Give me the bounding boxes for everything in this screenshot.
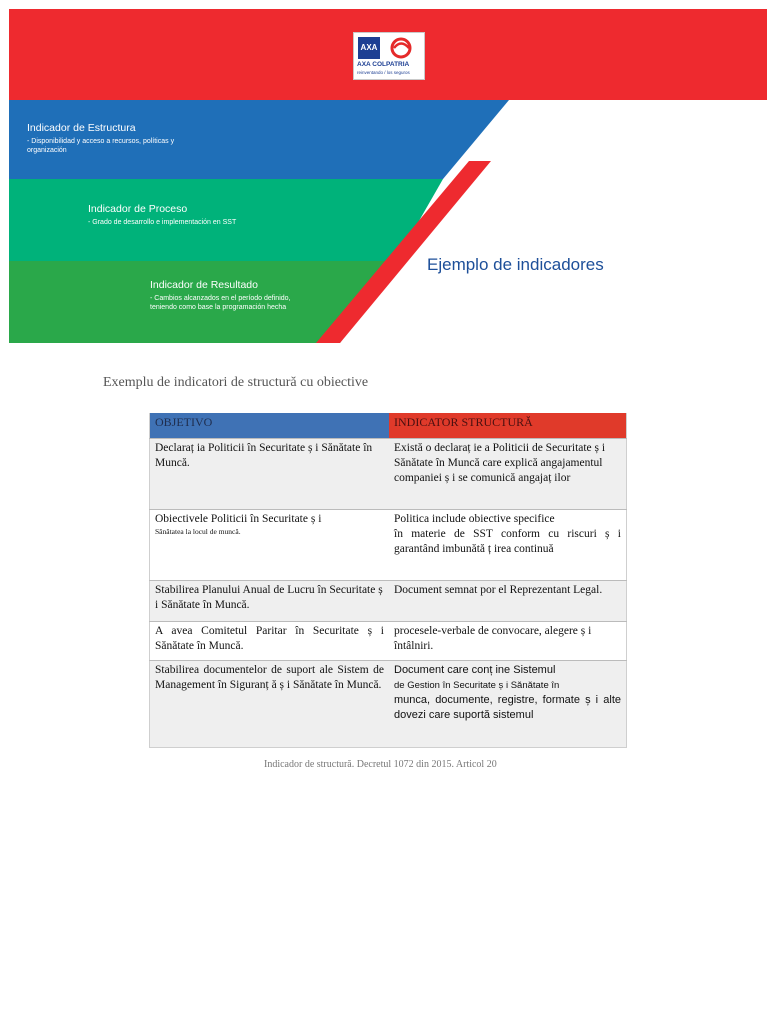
cell-indicador-main: munca, documente, registre, formate ș i alte dovezi care suportă sistemul	[394, 694, 621, 721]
logo-tagline: reinventando / los seguros	[357, 70, 410, 75]
cell-indicador: procesele-verbale de convocare, alegere ș i întâlniri.	[389, 622, 627, 661]
band-desc: - Disponibilidad y acceso a recursos, políticas y organización	[27, 138, 175, 154]
cell-objetivo-small: Sănătatea la locul de muncă.	[155, 527, 241, 536]
cell-indicador: Document semnat por el Reprezentant Legal.	[389, 581, 627, 622]
cell-objetivo: Stabilirea Planului Anual de Lucru în Securitate ș i Sănătate în Muncă.	[150, 581, 390, 622]
banner	[9, 9, 767, 343]
header-objetivo: OBJETIVO	[150, 413, 390, 439]
indicators-table	[149, 413, 627, 748]
cell-indicador	[389, 510, 627, 581]
band-proceso	[88, 203, 238, 227]
band-desc: - Grado de desarrollo e implementación en SST	[88, 219, 237, 226]
cell-objetivo: Declaraț ia Politicii în Securitate ș i Sănătate în Muncă.	[150, 439, 390, 510]
cell-indicador-main: în materie de SST conform cu riscuri ș i garantând imbunătă ț irea continuă	[394, 528, 621, 555]
header-indicador: INDICATOR STRUCTURĂ	[389, 413, 627, 439]
band-resultado	[150, 279, 300, 312]
logo-brand: AXA COLPATRIA	[357, 61, 410, 68]
table-row	[150, 581, 627, 622]
table-header-row	[150, 413, 627, 439]
band-estructura	[27, 122, 177, 155]
cell-indicador-lead: Document care conț ine Sistemul	[394, 664, 556, 676]
cell-indicador	[389, 661, 627, 748]
table-row	[150, 439, 627, 510]
cell-indicador: Există o declaraț ie a Politicii de Securitate ș i Sănătate în Muncă care explică angajamentul companiei ș i se comunică angajaț ilor	[389, 439, 627, 510]
band-title: Indicador de Resultado	[150, 279, 258, 291]
banner-title: Ejemplo de indicadores	[427, 255, 604, 274]
cell-indicador-lead: Politica include obiective specifice	[394, 513, 555, 525]
axa-mark: AXA	[358, 37, 380, 59]
table-row	[150, 622, 627, 661]
axa-colpatria-logo	[353, 32, 425, 80]
table-source-note: Indicador de structură. Decretul 1072 din 2015. Articol 20	[264, 759, 497, 770]
band-title: Indicador de Proceso	[88, 203, 188, 215]
colpatria-swirl-icon	[384, 37, 418, 59]
cell-objetivo: Stabilirea documentelor de suport ale Sistem de Management în Siguranț ă ș i Sănătate în Muncă.	[150, 661, 390, 748]
section-caption: Exemplu de indicatori de structură cu obiective	[103, 375, 369, 390]
cell-objetivo-main: Obiectivele Politicii în Securitate ș i	[155, 513, 322, 525]
table-row	[150, 510, 627, 581]
cell-objetivo	[150, 510, 390, 581]
band-desc: - Cambios alcanzados en el período definido, teniendo como base la programación hecha	[150, 295, 291, 311]
table-row	[150, 661, 627, 748]
cell-indicador-sub: de Gestion în Securitate ș i Sănătate în	[394, 680, 560, 691]
band-title: Indicador de Estructura	[27, 122, 136, 134]
cell-objetivo: A avea Comitetul Paritar în Securitate ș i Sănătate în Muncă.	[150, 622, 390, 661]
